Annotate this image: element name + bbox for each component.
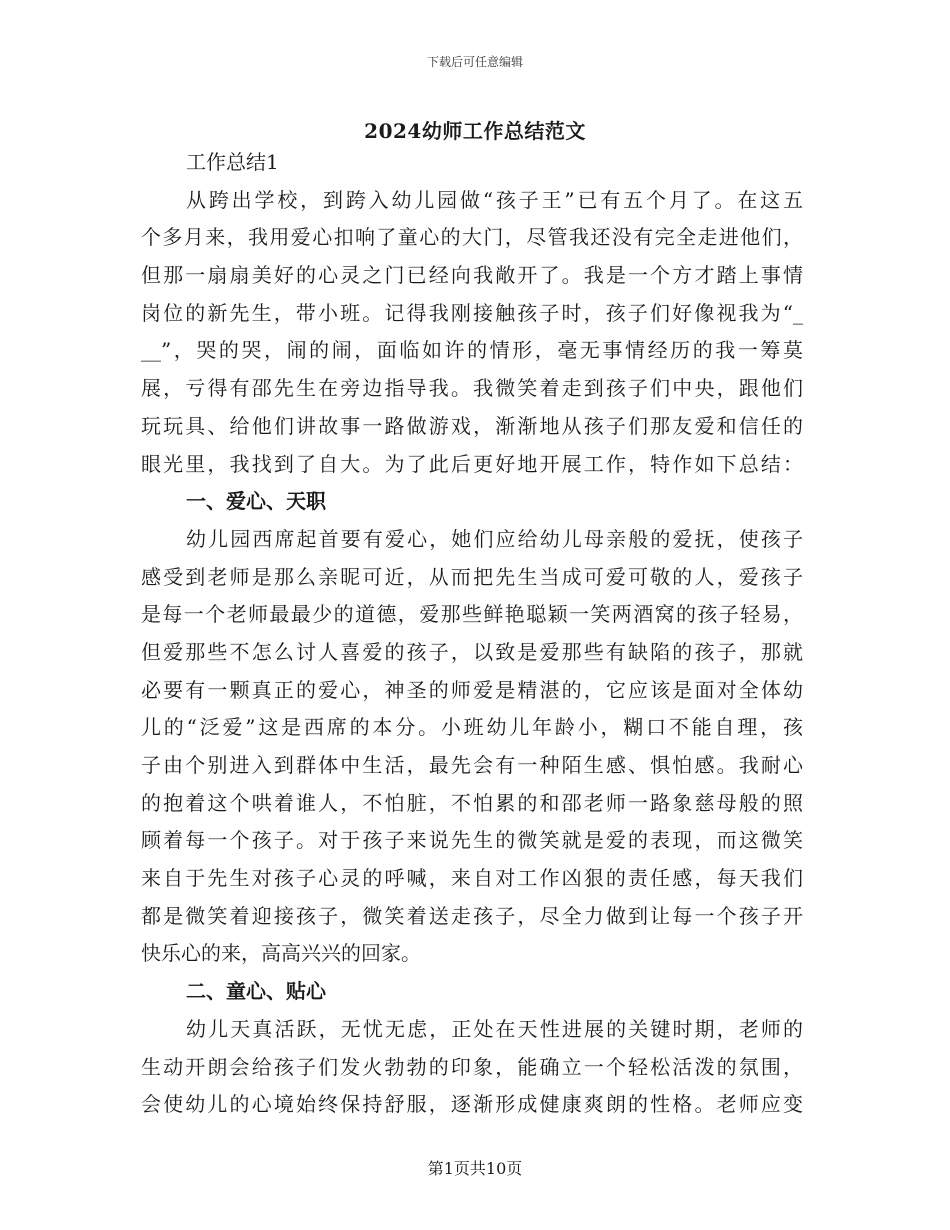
section-label: 工作总结1: [186, 150, 279, 174]
paragraph-line: 子由个别进入到群体中生活，最先会有一种陌生感、惧怕感。我耐心: [141, 753, 803, 777]
paragraph-line: 从跨出学校，到跨入幼儿园做“孩子王”已有五个月了。在这五: [186, 187, 803, 212]
document-title: 2024幼师工作总结范文: [364, 119, 586, 143]
paragraph-line: 的抱着这个哄着谁人，不怕脏，不怕累的和邵老师一路象慈母般的照: [141, 790, 803, 815]
paragraph-line: 个多月来，我用爱心扣响了童心的大门，尽管我还没有完全走进他们，: [141, 225, 803, 250]
document-body: [141, 144, 803, 1124]
paragraph-line: 必要有一颗真正的爱心，神圣的师爱是精湛的，它应该是面对全体幼: [141, 677, 803, 702]
paragraph-line: 展，亏得有邵先生在旁边指导我。我微笑着走到孩子们中央，跟他们: [141, 376, 803, 401]
paragraph-line: 幼儿园西席起首要有爱心，她们应给幼儿母亲般的爱抚，使孩子: [186, 526, 803, 551]
paragraph-line: 但爱那些不怎么讨人喜爱的孩子，以致是爱那些有缺陷的孩子，那就: [141, 639, 803, 664]
section-heading: 二、童心、贴心: [186, 979, 326, 1004]
paragraph-line: 都是微笑着迎接孩子，微笑着送走孩子，尽全力做到让每一个孩子开: [141, 903, 803, 928]
paragraph-line: 岗位的新先生，带小班。记得我刚接触孩子时，孩子们好像视我为“_: [141, 300, 803, 325]
paragraph-line: 会使幼儿的心境始终保持舒服，逐渐形成健康爽朗的性格。老师应变: [141, 1092, 803, 1117]
paragraph-line: 儿的“泛爱”这是西席的本分。小班幼儿年龄小，糊口不能自理，孩: [141, 715, 803, 740]
page-footer: 第1页共10页: [427, 1159, 523, 1178]
paragraph-line: __”，哭的哭，闹的闹，面临如许的情形，毫无事情经历的我一筹莫: [141, 338, 803, 363]
paragraph-line: 但那一扇扇美好的心灵之门已经向我敞开了。我是一个方才踏上事情: [141, 263, 803, 288]
section-heading: 一、爱心、天职: [186, 489, 326, 514]
paragraph-line: 来自于先生对孩子心灵的呼喊，来自对工作凶狠的责任感，每天我们: [141, 866, 803, 891]
paragraph-line: 玩玩具、给他们讲故事一路做游戏，渐渐地从孩子们那友爱和信任的: [141, 413, 803, 438]
paragraph-line: 幼儿天真活跃，无忧无虑，正处在天性进展的关键时期，老师的: [186, 1016, 803, 1041]
header-note: 下载后可任意编辑: [426, 55, 523, 69]
paragraph-line: 快乐心的来，高高兴兴的回家。: [141, 941, 421, 966]
paragraph-line: 顾着每一个孩子。对于孩子来说先生的微笑就是爱的表现，而这微笑: [141, 828, 803, 853]
paragraph-line: 生动开朗会给孩子们发火勃勃的印象，能确立一个轻松活泼的氛围，: [141, 1054, 803, 1079]
paragraph-line: 眼光里，我找到了自大。为了此后更好地开展工作，特作如下总结：: [141, 451, 803, 476]
paragraph-line: 是每一个老师最最少的道德，爱那些鲜艳聪颖一笑两酒窝的孩子轻易，: [141, 602, 803, 627]
paragraph-line: 感受到老师是那么亲昵可近，从而把先生当成可爱可敬的人，爱孩子: [141, 564, 803, 589]
